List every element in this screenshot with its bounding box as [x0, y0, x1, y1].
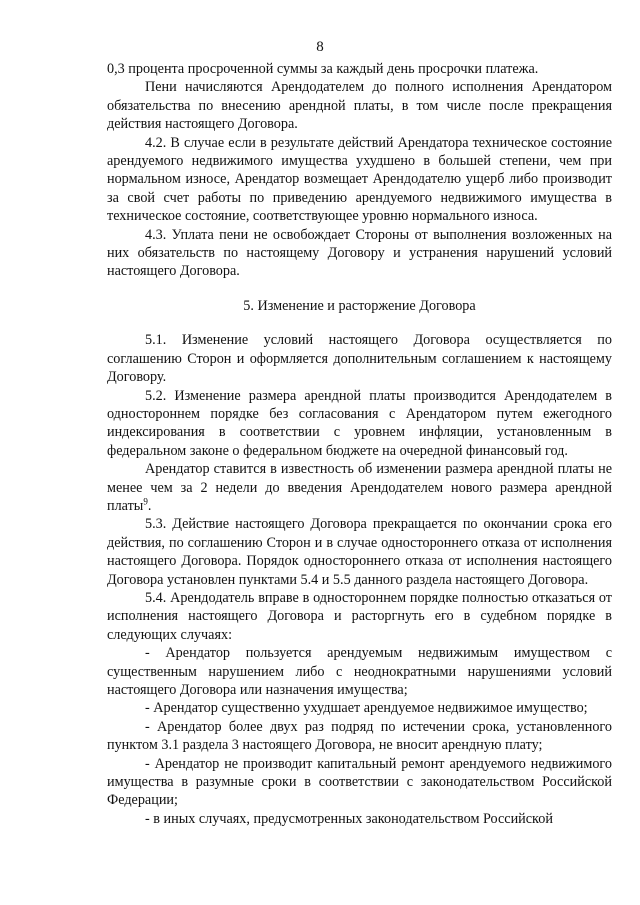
footnote-marker: 9 — [143, 496, 148, 507]
paragraph-5-2: 5.2. Изменение размера арендной платы производится Арендодателем в одностороннем порядке без согласования с Арендатором путем ежегодного индексирования в соответствии с уровнем инфляции, установленным в федеральном законе о федеральном бюджете на очередной финансовый год. — [107, 387, 612, 459]
paragraph-4-2: 4.2. В случае если в результате действий Арендатора техническое состояние арендуемого недвижимого имущества ухудшено в большей степени, чем при нормальном износе, Арендатор возмещает Арендодателю ущерб либо производит за свой счет работы по приведению арендуемого недвижимого имущества в техническое состояние, соответствующее уровню нормального износа. — [107, 134, 612, 225]
paragraph-5-3: 5.3. Действие настоящего Договора прекращается по окончании срока его действия, по соглашению Сторон и в случае одностороннего отказа от исполнения настоящего Договора. Порядок одностороннего отказа от исполнения настоящего Договора установлен пунктами 5.4 и 5.5 данного раздела настоящего Договора. — [107, 516, 612, 588]
paragraph-5-1: 5.1. Изменение условий настоящего Договора осуществляется по соглашению Сторон и оформляется дополнительным соглашением к настоящему Договору. — [107, 332, 612, 386]
page-number: 8 — [316, 39, 324, 55]
paragraph-penalty-accrual: Пени начисляются Арендодателем до полного исполнения Арендатором обязательства по внесению арендной платы, в том числе после прекращения действия настоящего Договора. — [107, 79, 612, 133]
document-body — [107, 60, 612, 828]
paragraph-rent-notice: Арендатор ставится в известность об изменении размера арендной платы не менее чем за 2 недели до введения Арендодателем нового размера арендной платы$^9$. — [107, 461, 612, 514]
section-heading-5: 5. Изменение и расторжение Договора — [243, 297, 476, 314]
paragraph-5-4: 5.4. Арендодатель вправе в одностороннем порядке полностью отказаться от исполнения настоящего Договора и расторгнуть его в судебном порядке в следующих случаях: — [107, 589, 612, 643]
list-item-other-cases: - в иных случаях, предусмотренных законодательством Российской — [145, 810, 553, 827]
list-item-no-repair: - Арендатор не производит капитальный ремонт арендуемого недвижимого имущества в разумные сроки в соответствии с законодательством Российской Федерации; — [107, 755, 612, 809]
list-item-misuse: - Арендатор пользуется арендуемым недвижимым имуществом с существенным нарушением либо с неоднократными нарушениями условий настоящего Договора или назначения имущества; — [107, 645, 612, 698]
list-item-nonpayment: - Арендатор более двух раз подряд по истечении срока, установленного пунктом 3.1 раздела 3 настоящего Договора, не вносит арендную плату; — [107, 718, 612, 754]
paragraph-penalty-rate: 0,3 процента просроченной суммы за каждый день просрочки платежа. — [107, 61, 539, 77]
paragraph-4-3: 4.3. Уплата пени не освобождает Стороны от выполнения возложенных на них обязательств по настоящему Договору и устранения нарушений условий настоящего Договора. — [107, 226, 612, 280]
list-item-deterioration: - Арендатор существенно ухудшает арендуемое недвижимое имущество; — [145, 700, 588, 717]
